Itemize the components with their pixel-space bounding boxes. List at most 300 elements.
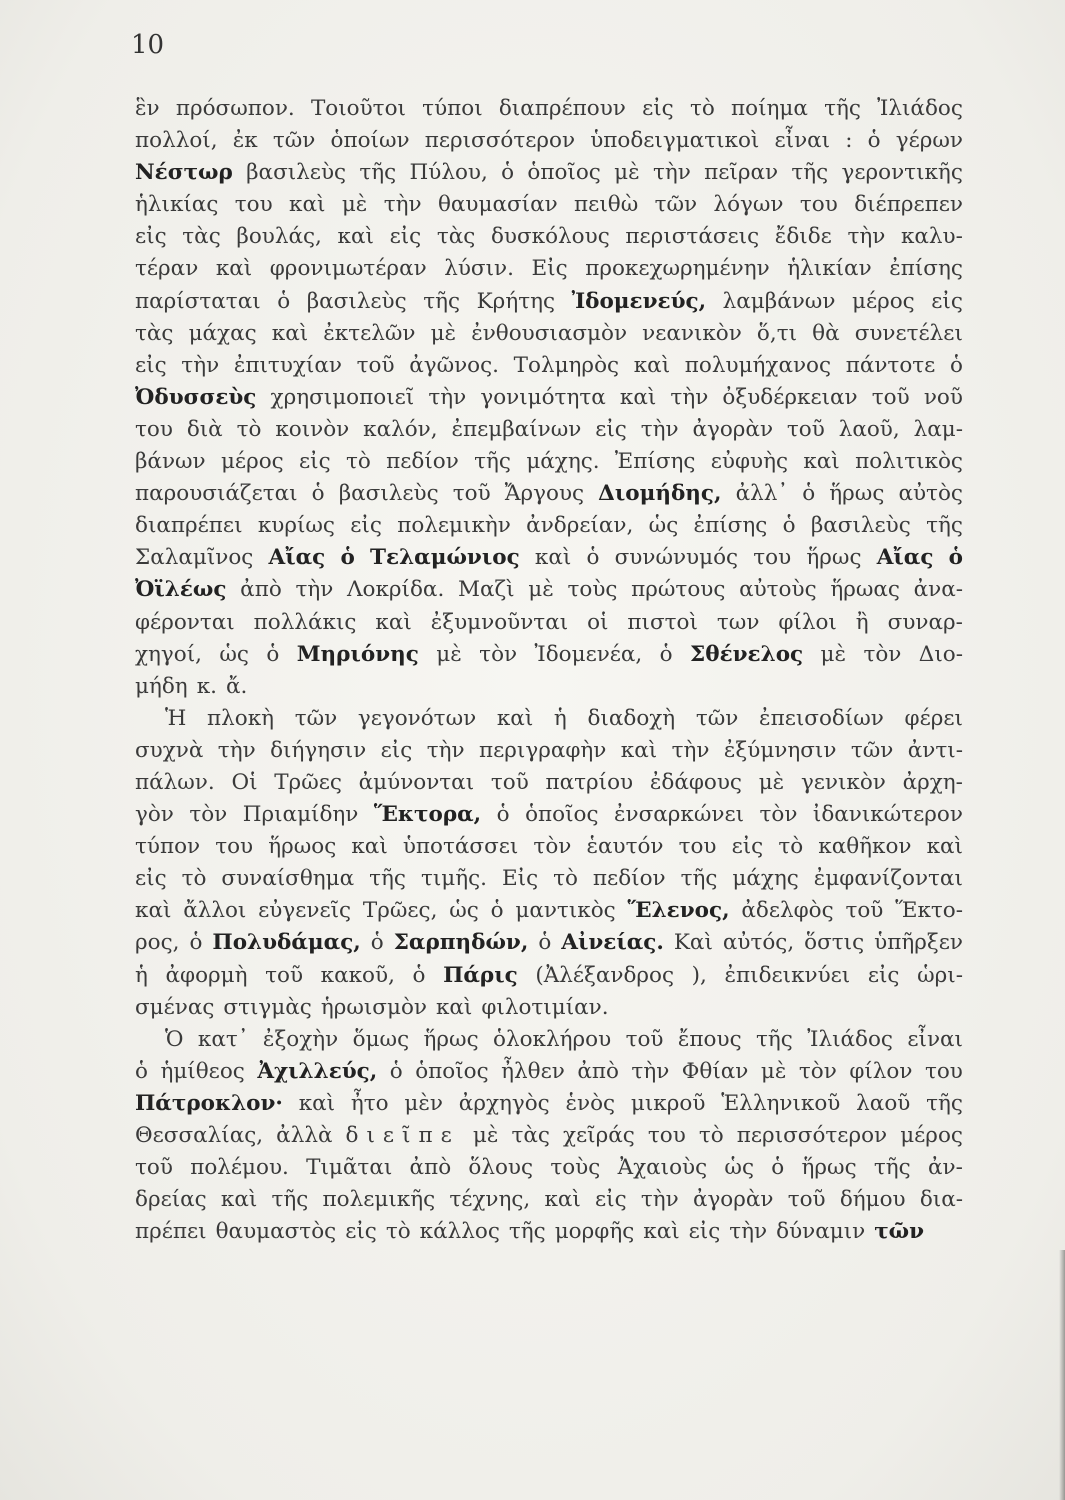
word: Ἰλιάδος <box>807 1026 893 1052</box>
text-line <box>135 574 963 606</box>
word: ὁ <box>311 481 325 507</box>
word: καὶ <box>271 320 309 346</box>
word: τῆς <box>926 513 963 539</box>
word: λαοῦ <box>856 1090 911 1116</box>
word: Ἑλληνικοῦ <box>721 1090 841 1116</box>
text-line <box>135 927 963 959</box>
word: ὁ <box>949 352 963 378</box>
word: Αἴας <box>876 545 934 571</box>
word: δυσκόλους <box>490 224 610 250</box>
word: ἀντι- <box>907 737 963 763</box>
word: ἡ <box>553 705 567 731</box>
word: συνώνυμός <box>614 545 739 571</box>
word: Σαλαμῖνος <box>135 545 254 571</box>
word: στιγμὰς <box>223 994 312 1020</box>
word: ἐπίσης <box>889 256 963 282</box>
word: τὴν <box>671 737 710 763</box>
word: τοῦ <box>490 769 529 795</box>
word: βάνων <box>135 449 206 475</box>
word: πάντοτε <box>845 352 936 378</box>
word: ἡλικίαν <box>787 256 872 282</box>
word: πρέπει <box>135 1219 207 1245</box>
word: ὁ <box>501 160 515 186</box>
word: τὴν <box>428 384 467 410</box>
word: τῆς <box>271 1187 309 1213</box>
word: κάλλος <box>419 1219 500 1245</box>
word: ρος, <box>135 930 180 956</box>
word: Ἰλιάδος <box>877 96 963 121</box>
word: λόγων <box>713 192 784 218</box>
word: τῶν <box>294 705 338 731</box>
word: ὡς <box>724 1155 754 1181</box>
word: τῆς <box>926 1090 963 1116</box>
word: τοῦ <box>452 481 491 507</box>
word: πολλοί, <box>135 128 218 154</box>
word: εἰς <box>867 962 900 988</box>
word: ἀφορμὴ <box>165 962 248 988</box>
word: τοὺς <box>550 1155 601 1181</box>
word: καὶ <box>534 545 572 571</box>
word: : <box>845 128 853 154</box>
word: Ὁ <box>165 1026 184 1052</box>
word: πολιτικὸς <box>855 449 963 475</box>
word: ἀπὸ <box>409 1155 452 1181</box>
word: ἀνα- <box>913 577 963 603</box>
word: ἀγορὰν <box>692 416 774 442</box>
word: δύναμιν <box>776 1219 866 1245</box>
word: Εἰς <box>501 866 539 892</box>
word: βασιλεὺς <box>810 513 911 539</box>
text-line <box>135 895 963 927</box>
word: καὶ <box>620 737 658 763</box>
word: μάχας <box>188 320 257 346</box>
word: εἰς <box>135 224 167 250</box>
word: ὡς <box>449 898 479 924</box>
text-line <box>135 157 963 189</box>
word: κακοῦ, <box>320 962 395 988</box>
word: Τολμηρὸς <box>513 352 620 378</box>
word: ἐδάφους <box>649 769 742 795</box>
word: Τρῶες, <box>362 898 438 924</box>
word: μάχης. <box>526 449 600 475</box>
word: πεῖραν <box>704 160 779 186</box>
word: Ἡ <box>165 705 187 731</box>
text-line <box>135 1120 963 1152</box>
word: ἐπιτυχίαν <box>233 352 342 378</box>
word: ποίημα <box>731 96 808 121</box>
word: εἰς <box>299 449 331 475</box>
word: καὶ <box>220 1187 258 1213</box>
word: σμένας <box>135 994 215 1020</box>
word: εὐφυὴς <box>710 449 789 475</box>
word: θαυμαστὸς <box>215 1219 337 1245</box>
word: Μηριόνης <box>296 641 419 667</box>
word: μορφῆς <box>554 1219 635 1245</box>
word: ὁ <box>867 128 881 154</box>
word: ἥρως <box>806 545 862 571</box>
word: ἀπὸ <box>577 1058 619 1084</box>
word: τῆς <box>791 160 829 186</box>
word: ὅστις <box>804 930 865 956</box>
word: πιστοὶ <box>627 609 698 635</box>
text-line <box>135 799 963 831</box>
word: ὡρι- <box>917 962 963 988</box>
word: μὲ <box>820 641 847 667</box>
word: ἐπίσης <box>693 513 768 539</box>
word: τῆς <box>824 96 861 121</box>
word: λαμβάνων <box>722 288 836 314</box>
word: τὸ <box>698 1123 724 1148</box>
word: εἶναι <box>774 128 831 154</box>
word: Ἕκτο- <box>895 898 963 924</box>
word: Οἱ <box>231 769 258 795</box>
word: διεῖπε <box>345 1123 460 1148</box>
word: τὸν <box>189 802 228 828</box>
word: πρώτους <box>631 577 726 603</box>
word: ὁποῖος <box>415 1058 489 1084</box>
text-line <box>135 1184 963 1216</box>
word: εἶναι <box>907 1026 963 1052</box>
word: ἀγορὰν <box>692 1187 774 1213</box>
word: Ἀχιλλεύς, <box>257 1058 378 1084</box>
word: περιγραφὴν <box>479 737 607 763</box>
word: ἥρωας <box>830 577 900 603</box>
word: μὲ <box>430 320 457 346</box>
text-line <box>135 1088 963 1120</box>
word: καὶ <box>803 449 840 475</box>
word: Νέστωρ <box>135 160 233 186</box>
word: καὶ <box>351 834 388 860</box>
word: τοῦ <box>871 384 910 410</box>
word: θαυμασίαν <box>437 192 558 218</box>
word: ὅ,τι <box>756 320 798 346</box>
text-line <box>135 286 963 318</box>
word: τοὺς <box>567 577 618 603</box>
word: ἦλθεν <box>501 1058 565 1084</box>
word: τῆς <box>423 288 461 314</box>
text-line <box>135 767 963 799</box>
word: φιλοτιμίαν. <box>481 994 609 1020</box>
word: κοινὸν <box>275 416 350 442</box>
word: τὸ <box>236 416 262 442</box>
word: ἀρχη- <box>902 769 963 795</box>
word: εὐγενεῖς <box>258 898 352 924</box>
word: Σαρπηδών, <box>393 930 529 956</box>
word: τῆς <box>680 866 718 892</box>
word: ὑπῆρξεν <box>874 930 963 956</box>
word: μικροῦ <box>630 1090 706 1116</box>
word: εἰς <box>389 224 422 250</box>
word: αὐτός, <box>722 930 795 956</box>
word: τὸν <box>798 1058 837 1084</box>
word: τῆς <box>508 1219 546 1245</box>
word: γέρων <box>895 128 963 154</box>
word: ἔδιδε <box>774 224 832 250</box>
word: τὸν <box>533 834 572 860</box>
word: διαδοχὴ <box>587 705 676 731</box>
word: Διο- <box>918 641 963 667</box>
word: εἰς <box>595 416 627 442</box>
word: Τιμᾶται <box>306 1155 393 1181</box>
word: Ἰδομενέα, <box>534 641 643 667</box>
word: τῆς <box>873 1155 911 1181</box>
word: βασιλεὺς <box>306 288 407 314</box>
text-line <box>135 253 963 285</box>
word: ἀμύνονται <box>358 769 475 795</box>
word: ἀρχηγὸς <box>458 1090 550 1116</box>
word: παρουσιάζεται <box>135 481 298 507</box>
word: καλόν, <box>363 416 438 442</box>
word: δήμου <box>839 1187 906 1213</box>
word: ἥρωος <box>268 834 337 860</box>
word: Ἐπίσης <box>614 449 696 475</box>
text-line <box>135 93 963 125</box>
word: ἀνδρείαν, <box>526 513 634 539</box>
word: ἐκτελῶν <box>323 320 416 346</box>
body-text <box>135 93 963 1248</box>
word: κ. <box>196 673 217 699</box>
word: βασιλεὺς <box>338 481 439 507</box>
text-line <box>135 414 963 446</box>
word: ἀλλ᾽ <box>735 481 789 507</box>
word: εἰς <box>595 1187 627 1213</box>
word: τοῦ <box>845 898 884 924</box>
word: καὶ <box>619 384 657 410</box>
text-line <box>135 960 963 992</box>
word: του <box>647 1123 686 1148</box>
word: καὶ <box>926 834 963 860</box>
word: κατ᾽ <box>197 1026 249 1052</box>
word: ὁποίων <box>330 128 410 154</box>
word: ἔπους <box>677 1026 742 1052</box>
word: ὀξυδέρκειαν <box>722 384 858 410</box>
word: καὶ <box>375 609 412 635</box>
word: ἓν <box>135 96 160 121</box>
word: ἐνθουσιασμὸν <box>471 320 628 346</box>
text-line <box>135 510 963 542</box>
word: ἐξυμνοῦνται <box>430 609 569 635</box>
word: τὰς <box>511 1123 550 1148</box>
page-edge-shadow <box>1059 1250 1065 1500</box>
word: ἀν- <box>928 1155 963 1181</box>
word: φέρονται <box>135 609 235 635</box>
word: μὲ <box>528 577 554 603</box>
word: τέραν <box>135 256 199 282</box>
word: φίλοι <box>778 609 837 635</box>
word: ὡς <box>219 641 249 667</box>
word: εἰς <box>380 737 413 763</box>
word: νοῦ <box>923 384 963 410</box>
word: Εἰς <box>531 256 568 282</box>
word: καὶ <box>435 994 473 1020</box>
word: εἰς <box>931 288 963 314</box>
text-line <box>135 125 963 157</box>
word: καὶ <box>633 352 671 378</box>
word: τῶν <box>654 192 698 218</box>
word: τιμῆς. <box>420 866 487 892</box>
word: διὰ <box>186 416 223 442</box>
word: πολλάκις <box>253 609 357 635</box>
word: του <box>678 834 717 860</box>
word: ὁ <box>340 545 355 571</box>
text-line <box>135 607 963 639</box>
word: ἥρως <box>423 1026 479 1052</box>
word: δια- <box>919 1187 963 1213</box>
word: ἰδανικώτερον <box>812 802 963 828</box>
word: διέπρεπεν <box>854 192 963 218</box>
word: τὴν <box>181 352 220 378</box>
word: ἐξοχὴν <box>262 1026 339 1052</box>
word: μὲν <box>404 1090 443 1116</box>
word: ὁ <box>802 481 816 507</box>
word: ἡ <box>135 962 148 988</box>
word: γὸν <box>135 802 174 828</box>
word: φίλον <box>849 1058 913 1084</box>
word: ὁ <box>135 1058 148 1084</box>
word: διαπρέπει <box>135 513 243 539</box>
text-line <box>135 703 963 735</box>
word: ἐνσαρκώνει <box>613 802 745 828</box>
text-line <box>135 221 963 253</box>
word: ἀπὸ <box>240 577 282 603</box>
word: προκεχωρημένην <box>585 256 770 282</box>
word: ἐκ <box>232 128 258 154</box>
word: εἰς <box>688 1219 721 1245</box>
text-line <box>135 350 963 382</box>
word: τοῦ <box>787 1187 826 1213</box>
word: συνετέλει <box>854 320 963 346</box>
word: μήδη <box>135 673 188 699</box>
word: του <box>753 545 792 571</box>
word: πολεμικῆς <box>322 1187 436 1213</box>
word: μέρος <box>851 288 915 314</box>
word: του <box>799 192 838 218</box>
word: Τοιοῦτοι <box>310 96 406 121</box>
word: ἢ <box>855 609 869 635</box>
text-line <box>135 318 963 350</box>
word: (Ἀλέξανδρος <box>535 962 675 988</box>
word: ὁ <box>490 898 504 924</box>
word: Ὀδυσσεὺς <box>135 384 257 410</box>
text-line <box>135 478 963 510</box>
word: μὲ <box>472 1123 499 1148</box>
word: αὐτοὺς <box>739 577 817 603</box>
word: τῆς <box>369 866 406 892</box>
word: καὶ <box>643 1219 680 1245</box>
word: πειθὼ <box>574 192 639 218</box>
word: γενικὸν <box>800 769 886 795</box>
word: μὲ <box>614 160 640 186</box>
word: εἰς <box>350 513 382 539</box>
word: Ἰδομενεύς, <box>571 288 707 314</box>
word: ἐπεμβαίνων <box>451 416 582 442</box>
word: ), <box>691 962 707 988</box>
word: ὁ <box>370 930 384 956</box>
word: ἑνὸς <box>565 1090 616 1116</box>
word: ὁποῖος <box>527 160 601 186</box>
word: εἰς <box>135 866 167 892</box>
word: ὁ <box>266 641 280 667</box>
word: ὑποδειγματικοὶ <box>590 128 760 154</box>
word: Πολυδάμας, <box>212 930 361 956</box>
word: ἄ. <box>225 673 248 699</box>
word: του <box>215 834 254 860</box>
word: τὸ <box>181 866 207 892</box>
word: διήγησιν <box>270 737 367 763</box>
word: ἄλλοι <box>183 898 247 924</box>
word: συναρ- <box>887 609 963 635</box>
word: Ἕλενος, <box>627 898 730 924</box>
word: ὑποτάσσει <box>402 834 519 860</box>
word: τοῦ <box>356 352 395 378</box>
word: χεῖράς <box>562 1123 635 1148</box>
word: τῶν <box>850 737 894 763</box>
word: τῶν <box>874 1219 925 1245</box>
text-line <box>135 446 963 478</box>
word: πάλων. <box>135 769 215 795</box>
word: τὸ <box>553 866 578 892</box>
word: αὐτὸς <box>898 481 963 507</box>
text-line <box>135 863 963 895</box>
word: βασιλεὺς <box>246 160 347 186</box>
word: δρείας <box>135 1187 207 1213</box>
word: ὁ <box>412 962 426 988</box>
word: μὲ <box>758 769 785 795</box>
word: μέρος <box>900 1123 963 1148</box>
word: τοῦ <box>786 416 825 442</box>
word: τὴν <box>383 192 422 218</box>
word: φέρει <box>904 705 963 731</box>
word: τὴν <box>426 737 465 763</box>
word: ἥρως <box>829 481 885 507</box>
word: Κρήτης <box>476 288 556 314</box>
word: Σθένελος <box>690 641 804 667</box>
word: καὶ <box>135 898 172 924</box>
word: του <box>135 416 173 442</box>
word: ἀδελφὸς <box>741 898 834 924</box>
word: ὁ <box>538 930 552 956</box>
word: Διομήδης, <box>598 481 722 507</box>
word: ἡλικίας <box>135 192 219 218</box>
text-line <box>135 542 963 574</box>
word: τὴν <box>295 577 334 603</box>
word: καὶ <box>496 705 534 731</box>
word: τύπον <box>135 834 201 860</box>
word: ἐπεισοδίων <box>759 705 884 731</box>
word: θὰ <box>812 320 840 346</box>
word: ὁ <box>782 513 796 539</box>
word: τὰς <box>182 224 221 250</box>
word: τὸ <box>385 1219 411 1245</box>
word: περιστάσεις <box>625 224 760 250</box>
text-line <box>135 671 963 703</box>
text-line <box>135 831 963 863</box>
word: τέχνης, <box>449 1187 531 1213</box>
word: πολεμικὴν <box>397 513 511 539</box>
word: καὶ <box>289 192 326 218</box>
word: Πάρις <box>443 962 518 988</box>
word: μὲ <box>436 641 462 667</box>
word: Καὶ <box>673 930 713 956</box>
word: ἐμφανίζονται <box>813 866 963 892</box>
word: Πριαμίδην <box>242 802 359 828</box>
word: μὲ <box>341 192 368 218</box>
word: Ὀϊλέως <box>135 577 227 603</box>
word: ὁ <box>277 288 291 314</box>
word: ὁ <box>389 1058 403 1084</box>
word: των <box>716 609 760 635</box>
word: ἦτο <box>350 1090 389 1116</box>
